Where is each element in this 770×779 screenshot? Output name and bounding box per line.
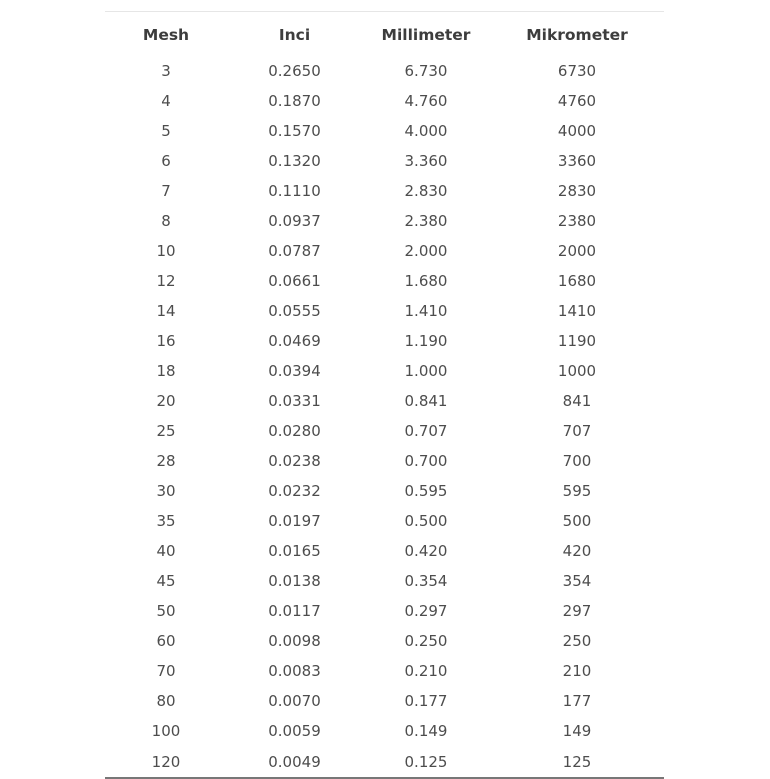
cell-inci: 0.0937 bbox=[268, 212, 321, 230]
table-row bbox=[105, 716, 664, 746]
cell-mesh: 120 bbox=[105, 746, 227, 778]
table-row bbox=[105, 596, 664, 626]
cell-millimeter: 1.410 bbox=[404, 302, 448, 320]
table-row bbox=[105, 176, 664, 206]
header-mesh: Mesh bbox=[142, 25, 190, 44]
table-row bbox=[105, 56, 664, 86]
cell-millimeter: 3.360 bbox=[404, 152, 448, 170]
cell-mesh: 100 bbox=[151, 722, 181, 740]
cell-mikrometer: 1000 bbox=[557, 362, 597, 380]
cell-mesh: 4 bbox=[161, 92, 171, 110]
cell-millimeter: 0.149 bbox=[404, 722, 448, 740]
cell-mesh: 28 bbox=[156, 452, 176, 470]
cell-millimeter: 0.707 bbox=[404, 422, 448, 440]
cell-millimeter: 1.190 bbox=[404, 332, 448, 350]
cell-mikrometer: 1410 bbox=[557, 302, 597, 320]
cell-mikrometer: 595 bbox=[562, 482, 592, 500]
cell-millimeter: 0.841 bbox=[404, 392, 448, 410]
cell-mikrometer: 420 bbox=[562, 542, 592, 560]
cell-millimeter: 0.420 bbox=[404, 542, 448, 560]
table-row bbox=[105, 536, 664, 566]
cell-mesh: 10 bbox=[156, 242, 176, 260]
cell-mikrometer: 1680 bbox=[557, 272, 597, 290]
cell-millimeter: 0.297 bbox=[404, 602, 448, 620]
cell-inci: 0.2650 bbox=[268, 62, 321, 80]
cell-mesh: 50 bbox=[156, 602, 176, 620]
cell-mikrometer: 4760 bbox=[557, 92, 597, 110]
cell-inci: 0.0238 bbox=[268, 452, 321, 470]
cell-mikrometer: 700 bbox=[562, 452, 592, 470]
cell-millimeter: 0.125 bbox=[362, 746, 490, 778]
cell-millimeter: 1.000 bbox=[404, 362, 448, 380]
table-row bbox=[105, 356, 664, 386]
table-row bbox=[105, 206, 664, 236]
table-row bbox=[105, 476, 664, 506]
cell-mikrometer: 3360 bbox=[557, 152, 597, 170]
cell-mikrometer: 297 bbox=[562, 602, 592, 620]
cell-mikrometer: 2380 bbox=[557, 212, 597, 230]
table-row bbox=[105, 296, 664, 326]
cell-inci: 0.0059 bbox=[268, 722, 321, 740]
cell-millimeter: 4.000 bbox=[404, 122, 448, 140]
cell-inci: 0.0083 bbox=[268, 662, 321, 680]
cell-mikrometer: 177 bbox=[562, 692, 592, 710]
cell-inci: 0.0232 bbox=[268, 482, 321, 500]
cell-millimeter: 2.000 bbox=[404, 242, 448, 260]
cell-inci: 0.1320 bbox=[268, 152, 321, 170]
cell-mesh: 8 bbox=[161, 212, 171, 230]
cell-millimeter: 0.210 bbox=[404, 662, 448, 680]
cell-mesh: 20 bbox=[156, 392, 176, 410]
cell-inci: 0.0331 bbox=[268, 392, 321, 410]
cell-mikrometer: 707 bbox=[562, 422, 592, 440]
cell-millimeter: 0.595 bbox=[404, 482, 448, 500]
table-row bbox=[105, 86, 664, 116]
cell-mesh: 14 bbox=[156, 302, 176, 320]
cell-mesh: 3 bbox=[161, 62, 171, 80]
cell-millimeter: 2.830 bbox=[404, 182, 448, 200]
cell-inci: 0.0098 bbox=[268, 632, 321, 650]
cell-inci: 0.0469 bbox=[268, 332, 321, 350]
table-row bbox=[105, 506, 664, 536]
cell-mesh: 35 bbox=[156, 512, 176, 530]
cell-millimeter: 0.500 bbox=[404, 512, 448, 530]
cell-mikrometer: 2000 bbox=[557, 242, 597, 260]
cell-mikrometer: 125 bbox=[490, 746, 664, 778]
header-mikrometer: Mikrometer bbox=[526, 25, 628, 44]
cell-millimeter: 2.380 bbox=[404, 212, 448, 230]
cell-inci: 0.0165 bbox=[268, 542, 321, 560]
cell-millimeter: 0.700 bbox=[404, 452, 448, 470]
cell-mikrometer: 2830 bbox=[557, 182, 597, 200]
table-row bbox=[105, 446, 664, 476]
header-millimeter: Millimeter bbox=[381, 25, 471, 44]
cell-inci: 0.0197 bbox=[268, 512, 321, 530]
cell-mikrometer: 210 bbox=[562, 662, 592, 680]
cell-mesh: 70 bbox=[156, 662, 176, 680]
cell-mesh: 16 bbox=[156, 332, 176, 350]
cell-inci: 0.1110 bbox=[268, 182, 321, 200]
cell-mesh: 5 bbox=[161, 122, 171, 140]
cell-mesh: 30 bbox=[156, 482, 176, 500]
cell-mikrometer: 250 bbox=[562, 632, 592, 650]
table-row bbox=[105, 146, 664, 176]
mesh-conversion-table-container bbox=[105, 11, 664, 779]
table-row bbox=[105, 326, 664, 356]
cell-mesh: 6 bbox=[161, 152, 171, 170]
cell-inci: 0.0394 bbox=[268, 362, 321, 380]
table-row bbox=[105, 416, 664, 446]
cell-mikrometer: 354 bbox=[562, 572, 592, 590]
cell-mikrometer: 500 bbox=[562, 512, 592, 530]
mesh-conversion-table bbox=[105, 12, 664, 779]
header-inci: Inci bbox=[278, 25, 311, 44]
table-row bbox=[105, 566, 664, 596]
cell-mesh: 40 bbox=[156, 542, 176, 560]
cell-mikrometer: 1190 bbox=[557, 332, 597, 350]
cell-millimeter: 0.250 bbox=[404, 632, 448, 650]
table-row bbox=[105, 386, 664, 416]
cell-millimeter: 0.354 bbox=[404, 572, 448, 590]
table-row bbox=[105, 746, 664, 778]
cell-mikrometer: 6730 bbox=[557, 62, 597, 80]
table-row bbox=[105, 686, 664, 716]
table-row bbox=[105, 626, 664, 656]
cell-millimeter: 6.730 bbox=[404, 62, 448, 80]
table-row bbox=[105, 656, 664, 686]
cell-mikrometer: 149 bbox=[562, 722, 592, 740]
cell-mesh: 12 bbox=[156, 272, 176, 290]
table-row bbox=[105, 236, 664, 266]
table-header bbox=[105, 12, 664, 56]
cell-inci: 0.0138 bbox=[268, 572, 321, 590]
cell-mesh: 80 bbox=[156, 692, 176, 710]
cell-inci: 0.0070 bbox=[268, 692, 321, 710]
cell-inci: 0.0787 bbox=[268, 242, 321, 260]
table-body bbox=[105, 56, 664, 778]
table-row bbox=[105, 116, 664, 146]
cell-inci: 0.0049 bbox=[227, 746, 362, 778]
cell-millimeter: 1.680 bbox=[404, 272, 448, 290]
cell-mesh: 25 bbox=[156, 422, 176, 440]
cell-inci: 0.0117 bbox=[268, 602, 321, 620]
cell-mikrometer: 4000 bbox=[557, 122, 597, 140]
cell-mesh: 18 bbox=[156, 362, 176, 380]
header-row bbox=[105, 12, 664, 56]
cell-inci: 0.1570 bbox=[268, 122, 321, 140]
cell-mesh: 7 bbox=[161, 182, 171, 200]
cell-millimeter: 0.177 bbox=[404, 692, 448, 710]
cell-inci: 0.0555 bbox=[268, 302, 321, 320]
cell-millimeter: 4.760 bbox=[404, 92, 448, 110]
cell-inci: 0.0280 bbox=[268, 422, 321, 440]
cell-inci: 0.0661 bbox=[268, 272, 321, 290]
cell-inci: 0.1870 bbox=[268, 92, 321, 110]
cell-mesh: 45 bbox=[156, 572, 176, 590]
table-row bbox=[105, 266, 664, 296]
cell-mikrometer: 841 bbox=[562, 392, 592, 410]
cell-mesh: 60 bbox=[156, 632, 176, 650]
